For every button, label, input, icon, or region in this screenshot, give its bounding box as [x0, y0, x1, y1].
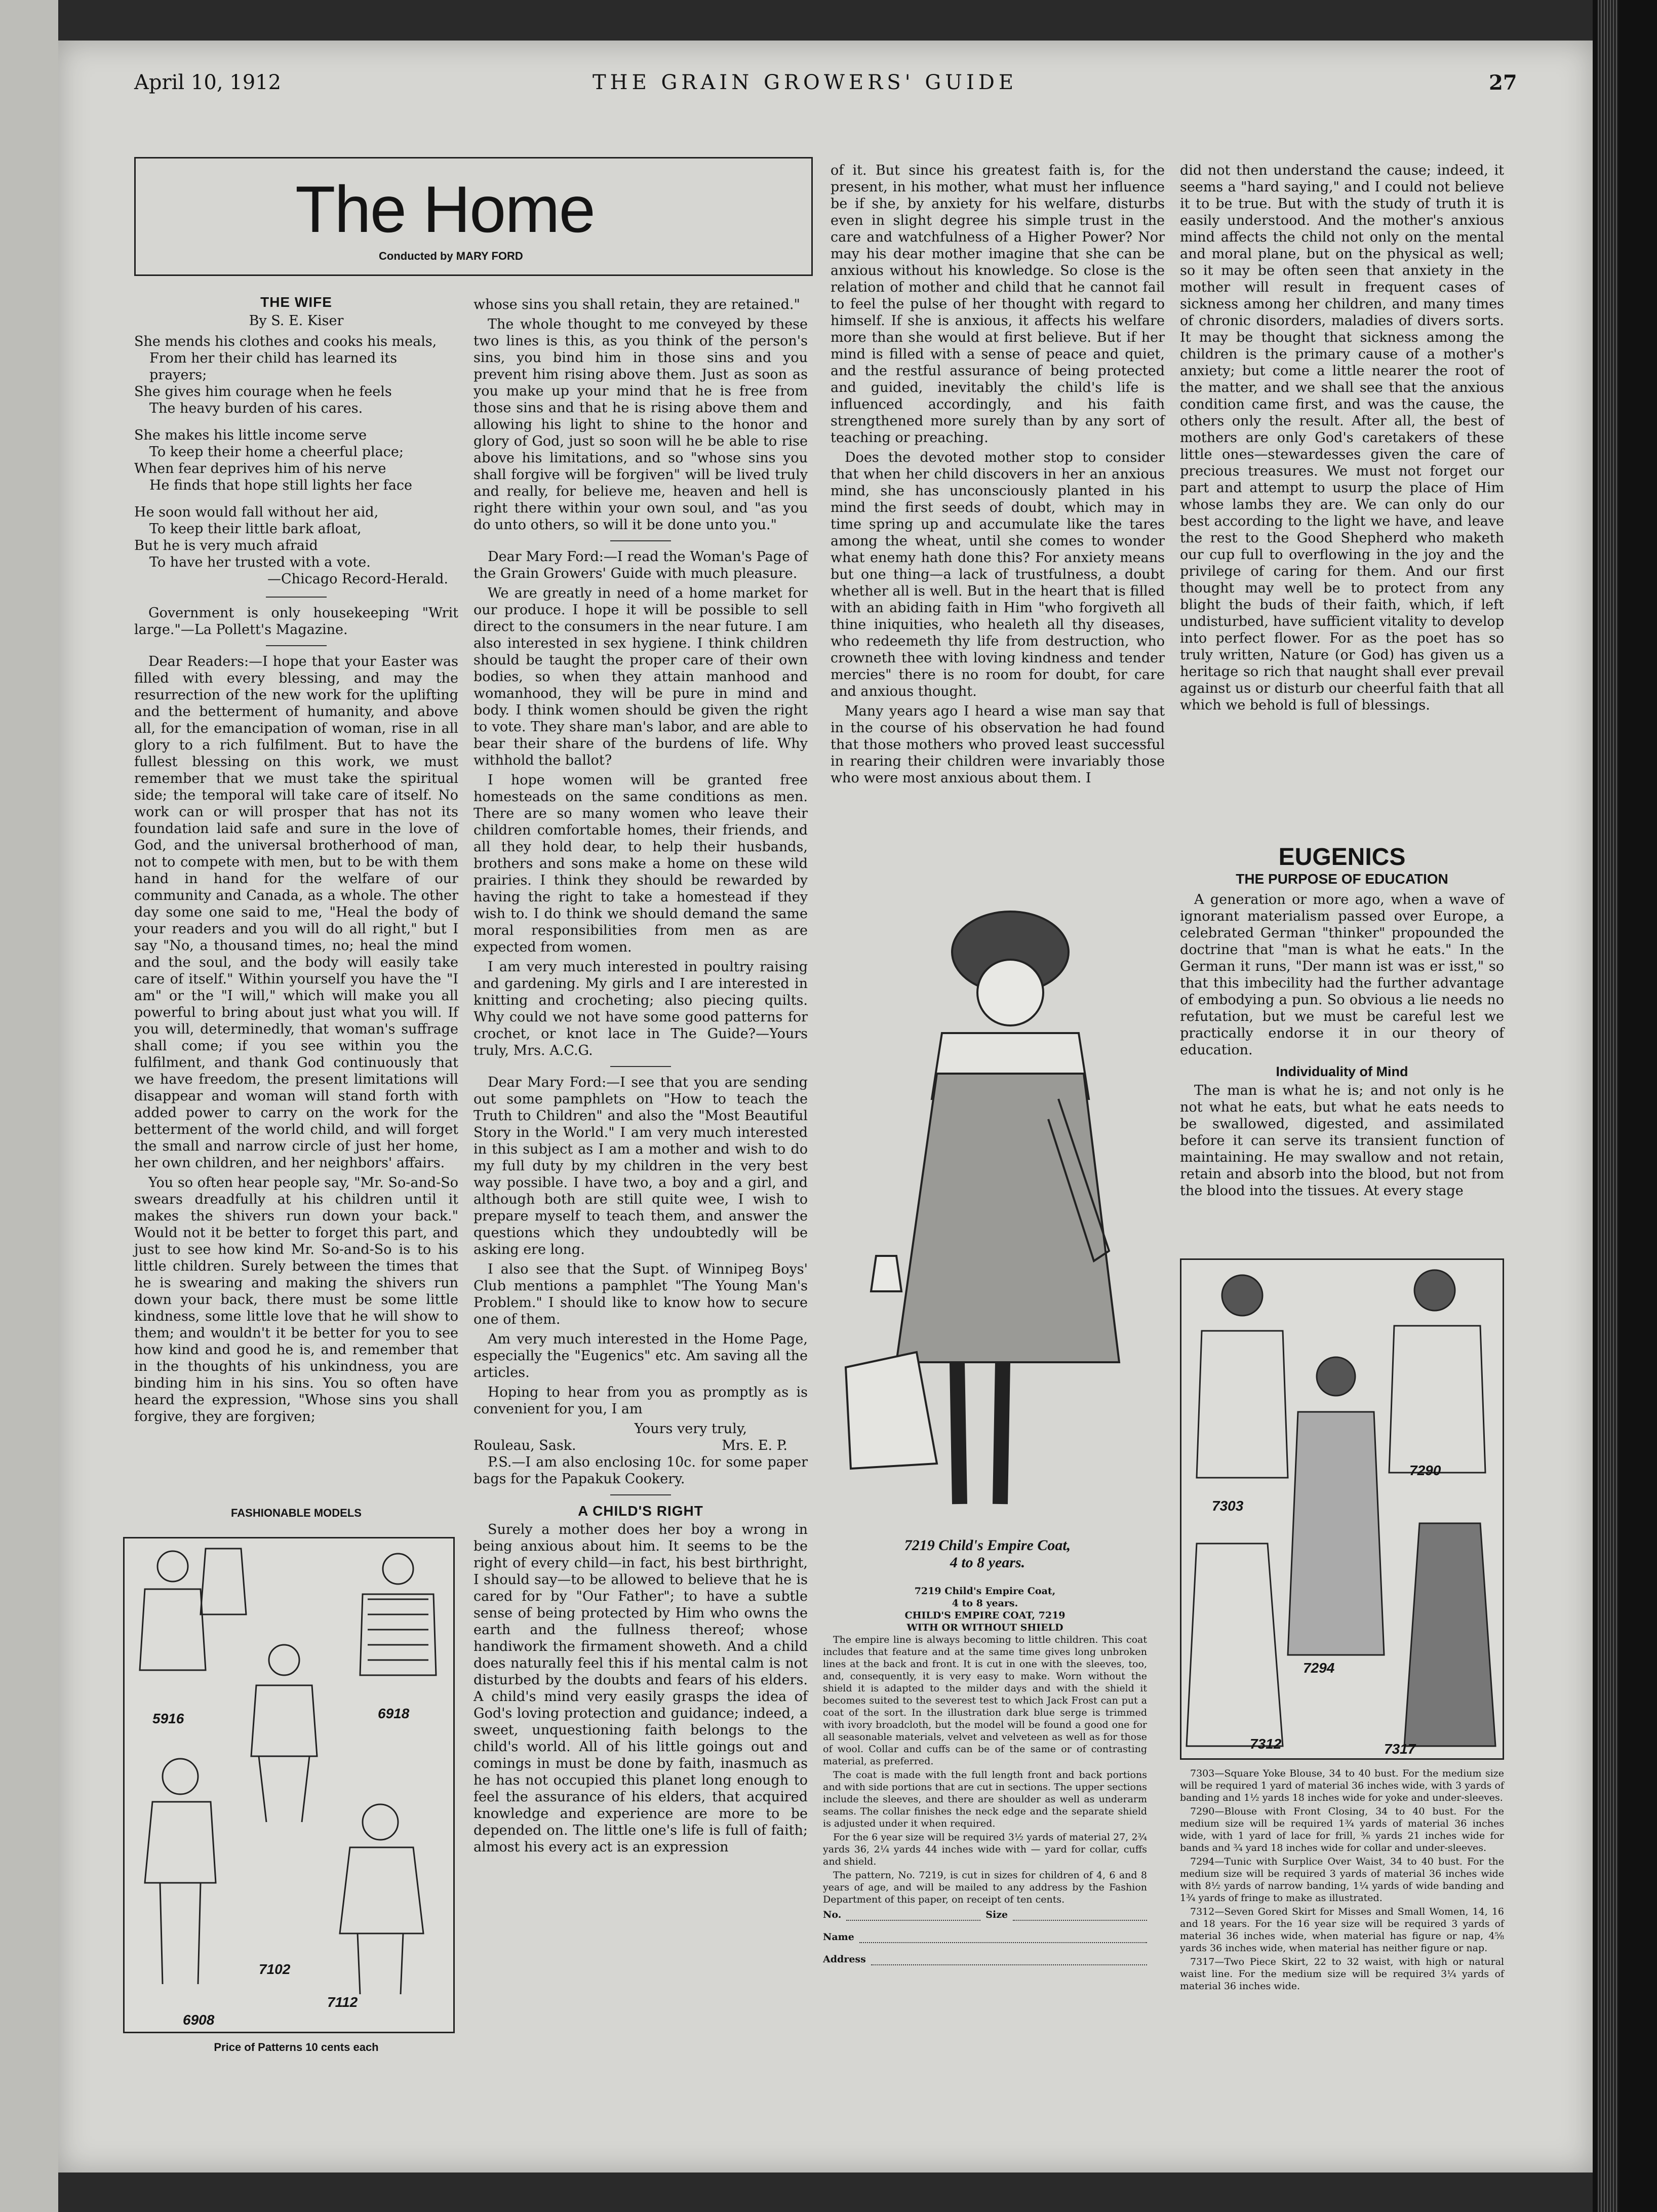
pattern-note: 7317—Two Piece Skirt, 22 to 32 waist, with high or natural waist line. For the medium size will be required 3¼ yards of material 36 inches wide. [1180, 1956, 1504, 1992]
article-paragraph: Does the devoted mother stop to consider that when her child discovers in her an anxious mind, she has unconsciously planted in his mind the first seeds of doubt, which may in time spring up and accumulate like the tares among the wheat, until she comes to wonder what enemy hath done this? For anxiety means but one thing—a lack of trustfulness, a doubt whether all is well. But in the heart that is filled with an abiding faith in Him "who forgiveth all thine iniquities, who healeth all thy diseases, who redeemeth thy life from destruction, who crowneth thee with loving kindness and tender mercies" there is no room for doubt, for care and anxious thought. [831, 450, 1165, 699]
poem-line: When fear deprives him of his nerve [134, 461, 386, 477]
poem-line: She gives him courage when he feels [134, 384, 392, 400]
editor-letter-paragraph: You so often hear people say, "Mr. So-and-So swears dreadfully at his children until it makes the shivers run down your back." Would not it be better to forget this part, and just to see how kind Mr. So-and-So is to his little children. Surely between the times that he is swearing and making the shivers run down your back, there must be some little kindness, some little love that he will show to them; and wouldn't it be better for you to see how kind and good he is, and remember that in the thoughts of his unkindness, you are binding him in his sins. You so often have heard the expression, "Whose sins you shall forgive, they are forgiven; [134, 1175, 458, 1425]
model-label: 5916 [152, 1711, 184, 1726]
article-paragraph: of it. But since his greatest faith is, for the present, in his mother, what must her influence be if she, by anxiety for his welfare, disturbs even in slight degree his simple trust in the care and watchfulness of a Higher Power? Nor may his dear mother imagine that she can be anxious without his knowledge. So close is the relation of mother and child that he cannot fail to feel the pulse of her thought with regard to himself. If she is anxious, it affects his welfare more than she would at first believe. But if her mind is filled with a sense of peace and quiet, and the restful assurance of being protected and guided, inevitably the child's life is influenced accordingly, and his faith strengthened more surely than by any sort of teaching or preaching. [831, 163, 1165, 446]
article-paragraph: did not then understand the cause; indeed, it seems a "hard saying," and I could not believe it to be true. But with the study of truth it is easily understood. And the mother's anxious mind affects the child not only on the mental and moral plane, but on the physical as well; so it may be often seen that anxiety in the mother will result in frequent cases of sickness among her children, and many times of chronic disorders, maladies of divers sorts. It may be thought that sickness among the children is the primary cause of a mother's anxiety; but come a little nearer the root of the matter, and we shall see that the anxious condition came first, and was the cause, the others only the result. After all, the best of mothers are only God's caretakers of these little ones—stewardesses given the care of precious treasures. We must not forget our part and attempt to usurp the place of Him whose lambs they are. We can only do our best according to the light we have, and leave the rest to the Good Shepherd who maketh our cup full to overflowing in the joy and the privilege of caring for them. And our first thought may well be to protect from any blight the buds of their faith, which, if left undisturbed, have sufficient vitality to develop into perfect flower. For as the poet has so truly written, Nature (or God) has given us a heritage so rich that naught shall ever prevail against us or disturb our cheerful faith that all which we behold is full of blessings. [1180, 163, 1504, 713]
model-label: 7102 [259, 1961, 291, 1977]
pattern-description [823, 1585, 1147, 2051]
pattern-note: 7312—Seven Gored Skirt for Misses and Small Women, 14, 16 and 18 years. For the 16 year size will be required 3 yards of material 36 inches wide, when material has figure or nap, 4⅝ yards 36 inches wide, when material has neither figure or nap. [1180, 1906, 1504, 1954]
divider [266, 645, 327, 646]
form-name-line[interactable] [859, 1931, 1147, 1943]
form-size-line[interactable] [1013, 1909, 1147, 1921]
letter-signature: Mrs. E. P. [722, 1438, 787, 1453]
letter-signature-row [474, 1437, 808, 1454]
fashionable-models-illustration [123, 1537, 455, 2033]
eugenics-paragraph: A generation or more ago, when a wave of ignorant materialism passed over Europe, a celebrated German "thinker" propounded the doctrine that "man is what he eats." In the German it runs, "Der mann ist was er isst," so that this imbecility had the further advantage of embodying a pun. So obvious a lie needs no refutation, but we must be careful lest we practically endorse it in our theory of education. [1180, 892, 1504, 1058]
letter-place: Rouleau, Sask. [474, 1438, 576, 1453]
poem-line: He soon would fall without her aid, [134, 504, 379, 520]
poem-attribution: —Chicago Record-Herald. [267, 571, 448, 587]
form-address-label: Address [823, 1954, 866, 1965]
form-no-label: No. [823, 1909, 842, 1920]
individuality-heading: Individuality of Mind [1276, 1064, 1408, 1079]
letter-paragraph: Hoping to hear from you as promptly as is convenient for you, I am [474, 1385, 808, 1417]
pattern-paragraph: The pattern, No. 7219, is cut in sizes for children of 4, 6 and 8 years of age, and will be mailed to any address by the Fashion Department of this paper, on receipt of ten cents. [823, 1870, 1147, 1905]
eugenics-subheading: THE PURPOSE OF EDUCATION [1236, 871, 1448, 887]
form-name-label: Name [823, 1931, 854, 1943]
order-form-row [823, 1909, 1147, 1921]
quote: Government is only housekeeping "Writ large."—La Pollett's Magazine. [134, 605, 458, 638]
childs-right-text: Surely a mother does her boy a wrong in being anxious about him. It seems to be the right of every child—in fact, his best birthright, I should say—to be allowed to believe that he is cared for by "Our Father"; to have a subtle sense of being protected by Him who owns the earth and the fullness thereof; whose handiwork the firmament showeth. And a child does naturally feel this if his mental calm is not disturbed by the doubts and fears of his elders. A child's mind very easily grasps the idea of God's loving protection and guidance; indeed, a sweet, unquestioning faith belongs to the child's world. All of his little goings out and comings in must be done by faith, inasmuch as he has not occupied this planet long enough to feel the assurance of his elders, that acquired knowledge and experience are more to be depended on. The little one's life is full of faith; almost his every act is an expression [474, 1522, 808, 1855]
eugenics-body [1180, 891, 1504, 1241]
order-form-row [823, 1953, 1147, 1965]
poem [134, 333, 458, 587]
pattern-paragraph: The coat is made with the full length front and back portions and with side portions that are cut in sections. The upper sections include the sleeves, and there are shoulder as well as underarm seams. The collar finishes the neck edge and the separate shield is adjusted under it when required. [823, 1769, 1147, 1829]
eugenics-paragraph: The man is what he is; and not only is he not what he eats, but what he eats needs to be swallowed, digested, and assimilated before it can serve its transient function of maintaining. He may swallow and not retain, retain and absorb into the blood, but not from the blood into the tissues. At every stage [1180, 1083, 1504, 1199]
letter-paragraph: Dear Mary Ford:—I see that you are sending out some pamphlets on "How to teach the Truth to Children" and also the "Most Beautiful Story in the World." I am very much interested in this subject as I am a mother and wish to do my full duty by my children in the very best way possible. I have two, a boy and a girl, and although both are still quite wee, I wish to prepare myself to teach them, and answer the questions which they undoubtedly will be asking ere long. [474, 1075, 808, 1257]
childs-right-heading: A CHILD'S RIGHT [578, 1503, 703, 1519]
models-drawing [125, 1538, 453, 2032]
poem-byline: By S. E. Kiser [249, 313, 344, 329]
pattern-note: 7290—Blouse with Front Closing, 34 to 40 bust. For the medium size will be required 1¾ yards of material 36 inches wide, with 1 yard of lace for frill, ⅜ yards 21 inches wide for bands and ¾ yard 18 inches wide for collar and under-sleeves. [1180, 1806, 1504, 1853]
pattern-label: 7294 [1303, 1660, 1335, 1676]
pattern-title: CHILD'S EMPIRE COAT, 7219 [904, 1610, 1066, 1621]
column-4 [1180, 162, 1504, 836]
pattern-notes [1180, 1767, 1504, 2071]
eugenics-section [1180, 843, 1504, 887]
column-1 [134, 289, 458, 1499]
poem-line: To keep their home a cheerful place; [149, 444, 404, 460]
pattern-title: 4 to 8 years. [952, 1598, 1018, 1609]
divider [266, 597, 327, 598]
poem-line: From her their child has learned its prayers; [149, 350, 398, 383]
womens-patterns-illustration [1180, 1258, 1504, 1760]
letter-paragraph: We are greatly in need of a home market for our produce. I hope it will be possible to sell direct to the consumers in the near future. I am also interested in sex hygiene. I think children should be taught the proper care of their own bodies, so when they attain manhood and womanhood, they will be pure in mind and body. I think women should be given the right to vote. They share man's labor, and are able to bear their share of the burdens of life. Why withhold the ballot? [474, 585, 808, 768]
coat-caption-line: 4 to 8 years. [950, 1554, 1025, 1571]
form-no-line[interactable] [846, 1909, 980, 1921]
column-3 [831, 162, 1165, 901]
pattern-note: 7303—Square Yoke Blouse, 34 to 40 bust. For the medium size will be required 1 yard of material 36 inches wide, with 3 yards of banding and 1½ yards 18 inches wide for yoke and under-sleeves. [1180, 1768, 1504, 1803]
childs-empire-coat-illustration [836, 906, 1160, 1570]
poem-line: But he is very much afraid [134, 538, 318, 554]
page-gutter-right [1593, 0, 1657, 2212]
pattern-title: 7219 Child's Empire Coat, [914, 1586, 1056, 1597]
model-label: 6908 [183, 2012, 215, 2028]
model-label: 7112 [327, 1994, 358, 2010]
letter-postscript: P.S.—I am also enclosing 10c. for some paper bags for the Papakuk Cookery. [474, 1454, 808, 1487]
letter-closing: Yours very truly, [634, 1421, 747, 1437]
order-form-row [823, 1931, 1147, 1943]
letter-paragraph: I hope women will be granted free homesteads on the same conditions as men. There are so many women who leave their children comfortable homes, their friends, and all they hold dear, to help their husbands, brothers and sons make a home on these wild prairies. I think they should be rewarded by having the right to take a homestead if they wish to. I do think we should demand the same moral responsibilities from men as are expected from women. [474, 772, 808, 955]
pattern-title: WITH OR WITHOUT SHIELD [906, 1622, 1063, 1633]
divider [610, 1494, 671, 1495]
pattern-label: 7317 [1384, 1741, 1416, 1757]
pattern-label: 7312 [1250, 1736, 1282, 1752]
poem-line: The heavy burden of his cares. [149, 401, 363, 416]
coat-caption-line: 7219 Child's Empire Coat, [904, 1537, 1071, 1554]
pattern-label: 7290 [1409, 1463, 1441, 1478]
letter-paragraph: Dear Mary Ford:—I read the Woman's Page of the Grain Growers' Guide with much pleasure. [474, 549, 808, 581]
page-gutter-left [0, 0, 58, 2212]
pattern-paragraph: For the 6 year size will be required 3½ yards of material 27, 2¾ yards 36, 2¼ yards 44 inches wide with — yard for collar, cuffs and shield. [823, 1832, 1147, 1867]
column-2 [474, 296, 808, 1855]
editor-letter-paragraph: Dear Readers:—I hope that your Easter was filled with every blessing, and may the resurrection of the new work for the uplifting and the betterment of humanity, and above all, for the emancipation of woman, rise in all glory to a rich fulfilment. But to have the fullest blessing on this work, we must remember that we must take the spiritual side; the temporal will take care of itself. No work can or will prosper that has not its foundation laid safe and sure in the love of God, and the universal brotherhood of man, not to compete with men, but to be with them hand in hand for the welfare of our community and Canada, as a whole. The other day some one said to me, "Heal the body of your readers and you will do all right," but I say "No, a thousand times, no; heal the mind and the soul, and the body will easily take care of itself." Within yourself you have the "I am" or the "I will," which will make you all powerful to bring about just what you will. If you will, determinedly, that woman's suffrage shall come; if you see within you the fulfilment, and thank God continuously that we have freedom, the present limitations will disappear and woman will stand forth with added power to carry on the work for the betterment of the world child, and will forget the small and narrow circle of just her home, her own children, and her neighbors' affairs. [134, 654, 458, 1171]
poem-line: He finds that hope still lights her face [149, 478, 412, 493]
models-price-caption: Price of Patterns 10 cents each [214, 2041, 379, 2053]
article-paragraph: The whole thought to me conveyed by these two lines is this, as you think of the person's sins, you bind him in those sins and you prevent him rising above them. Just as soon as you make up your mind that he is free from those sins and that he is rising above them and allowing his light to shine to the honor and glory of God, just so soon will he be able to rise above his limitations, and so "whose sins you shall forgive will be forgiven" will be lived truly and really, for believe me, heaven and hell is right there within your own soul, and "as you do unto others, so will it be done unto you." [474, 317, 808, 533]
masthead-title: The Home [295, 172, 595, 246]
header-publication: THE GRAIN GROWERS' GUIDE [593, 71, 1018, 94]
coat-figure-caption [871, 1537, 1104, 1571]
poem-line: She mends his clothes and cooks his meals, [134, 334, 437, 349]
pattern-paragraph: The empire line is always becoming to little children. This coat includes that feature and at the same time gives long unbroken lines at the back and front. It is cut in one with the sleeves, too, and, consequently, it is very easy to make. Worn without the shield it is adapted to the milder days and with the shield it becomes suited to the severest test to which Jack Frost can put a coat of the sort. In the illustration dark blue serge is trimmed with ivory broadcloth, but the model will be found a good one for all seasonable materials, velvet and velveteen as well as for those of wool. Collar and cuffs can be of the same or of contrasting material, as preferred. [823, 1634, 1147, 1767]
divider [610, 540, 671, 541]
form-address-line[interactable] [871, 1953, 1147, 1965]
letter-paragraph: I am very much interested in poultry raising and gardening. My girls and I are interested in knitting and crocheting; also piecing quilts. Why could we not have some good patterns for crochet, or knot lace in The Guide?—Yours truly, Mrs. A.C.G. [474, 959, 808, 1058]
pattern-label: 7303 [1212, 1498, 1244, 1514]
pattern-note: 7294—Tunic with Surplice Over Waist, 34 to 40 bust. For the medium size will be required 3 yards of material 36 inches wide with 8½ yards of narrow banding, 1¼ yards of wide banding and 1¾ yards of fringe to make as illustrated. [1180, 1856, 1504, 1904]
header-date: April 10, 1912 [134, 71, 282, 94]
article-paragraph: Many years ago I heard a wise man say that in the course of his observation he had found that those mothers who proved least successful in rearing their children were invariably those who were most anxious about them. I [831, 703, 1165, 786]
eugenics-heading: EUGENICS [1278, 844, 1406, 871]
coat-drawing [836, 906, 1160, 1570]
letter-paragraph: I also see that the Supt. of Winnipeg Boys' Club mentions a pamphlet "The Young Man's Problem." I should like to know how to secure one of them. [474, 1261, 808, 1327]
divider [610, 1066, 671, 1067]
letter-paragraph: Am very much interested in the Home Page, especially the "Eugenics" etc. Am saving all the articles. [474, 1331, 808, 1380]
article-paragraph: whose sins you shall retain, they are retained." [474, 297, 800, 312]
masthead-conductor: Conducted by MARY FORD [379, 250, 523, 262]
models-heading: FASHIONABLE MODELS [231, 1507, 362, 1519]
model-label: 6918 [378, 1706, 410, 1721]
form-size-label: Size [985, 1909, 1008, 1920]
poem-line: She makes his little income serve [134, 427, 367, 443]
masthead [134, 157, 813, 276]
poem-line: To have her trusted with a vote. [149, 555, 371, 570]
header-page-number: 27 [1489, 71, 1517, 95]
poem-title: THE WIFE [260, 294, 332, 310]
poem-line: To keep their little bark afloat, [149, 521, 362, 537]
